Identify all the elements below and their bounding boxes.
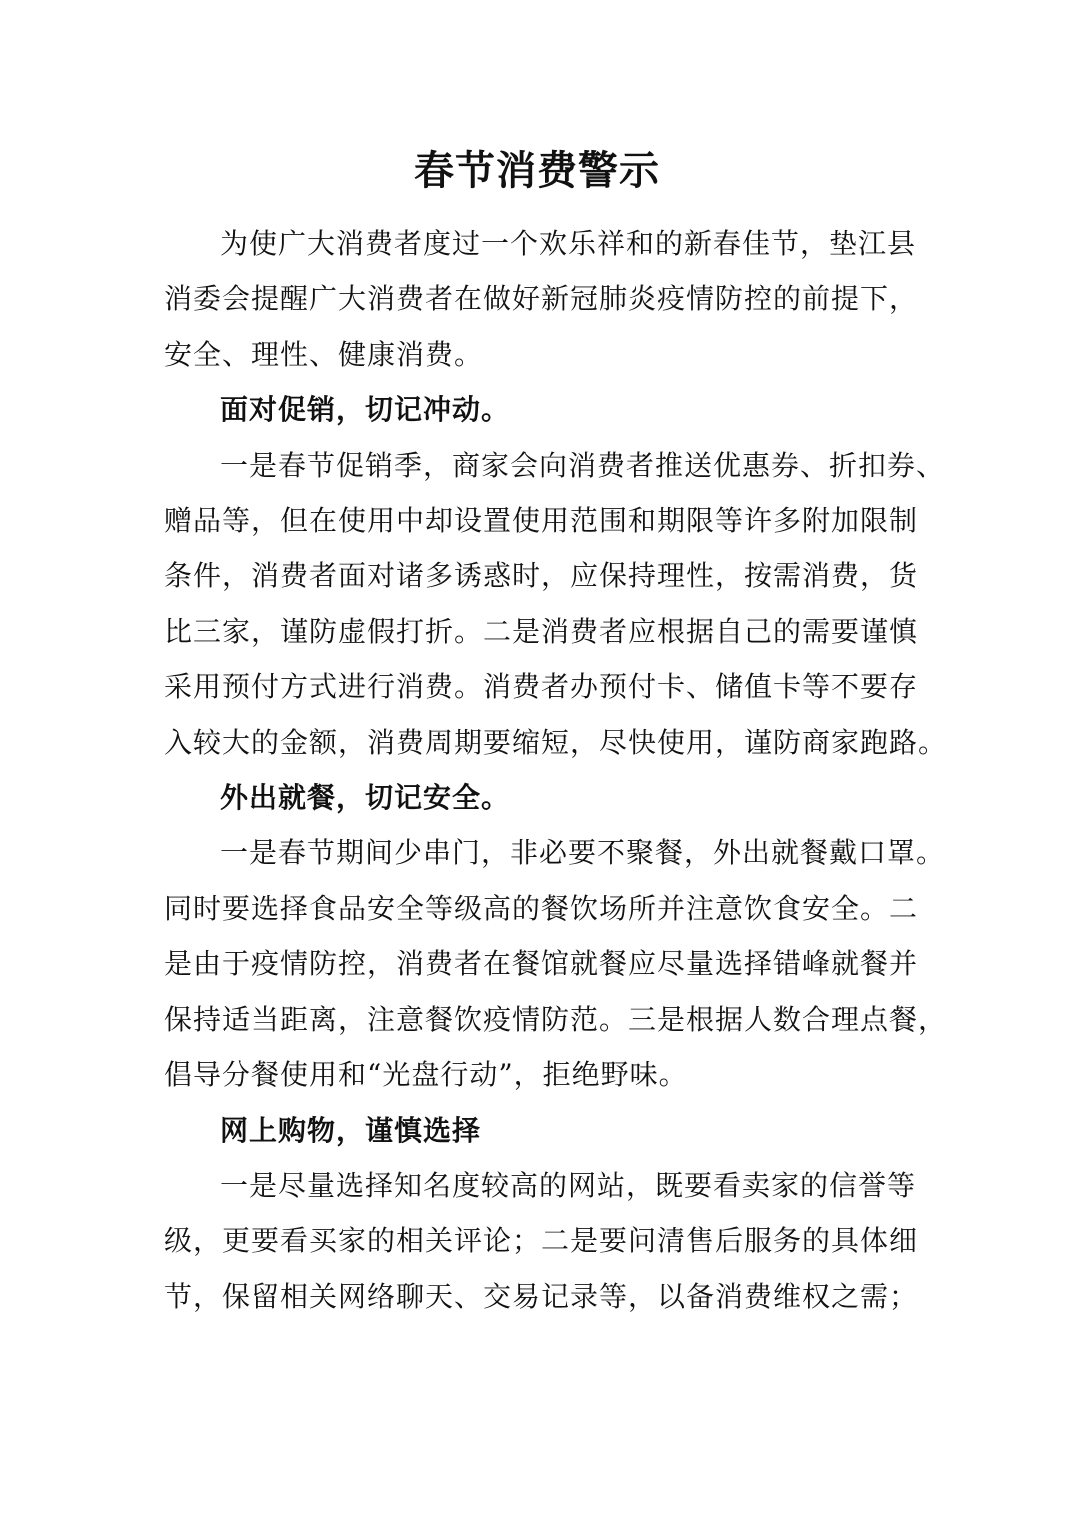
section-heading-promotions: 面对促销，切记冲动。 — [220, 393, 511, 427]
body-line: 一是春节促销季，商家会向消费者推送优惠券、折扣券、 — [220, 448, 946, 482]
intro-paragraph — [164, 216, 919, 382]
intro-line: 为使广大消费者度过一个欢乐祥和的新春佳节，垫江县 — [220, 227, 917, 260]
body-line: 采用预付方式进行消费。消费者办预付卡、储值卡等不要存 — [164, 670, 919, 704]
body-line: 同时要选择食品安全等级高的餐饮场所并注意饮食安全。二 — [164, 891, 919, 925]
section-body-dining — [164, 825, 948, 1102]
intro-line: 安全、理性、健康消费。 — [164, 337, 484, 371]
body-line: 倡导分餐使用和“光盘行动”，拒绝野味。 — [164, 1058, 688, 1092]
intro-line: 消委会提醒广大消费者在做好新冠肺炎疫情防控的前提下， — [164, 282, 919, 316]
section-body-promotions — [164, 438, 948, 770]
body-line: 一是春节期间少串门，非必要不聚餐，外出就餐戴口罩。 — [220, 836, 946, 870]
document-body — [164, 216, 948, 1324]
section-body-online-shopping — [164, 1158, 919, 1324]
body-line: 节，保留相关网络聊天、交易记录等，以备消费维权之需； — [164, 1279, 919, 1313]
body-line: 入较大的金额，消费周期要缩短，尽快使用，谨防商家跑路。 — [164, 725, 948, 759]
section-heading-dining: 外出就餐，切记安全。 — [220, 781, 511, 815]
body-line: 赠品等，但在使用中却设置使用范围和期限等许多附加限制 — [164, 504, 919, 538]
body-line: 级，更要看买家的相关评论；二是要问清售后服务的具体细 — [164, 1224, 919, 1258]
body-line: 保持适当距离，注意餐饮疫情防范。三是根据人数合理点餐， — [164, 1002, 948, 1036]
body-line: 比三家，谨防虚假打折。二是消费者应根据自己的需要谨慎 — [164, 614, 919, 648]
body-line: 一是尽量选择知名度较高的网站，既要看卖家的信誉等 — [220, 1168, 917, 1202]
body-line: 条件，消费者面对诸多诱惑时，应保持理性，按需消费，货 — [164, 559, 919, 593]
body-line: 是由于疫情防控，消费者在餐馆就餐应尽量选择错峰就餐并 — [164, 947, 919, 981]
page-title: 春节消费警示 — [414, 147, 660, 194]
section-heading-online-shopping: 网上购物，谨慎选择 — [220, 1113, 482, 1147]
